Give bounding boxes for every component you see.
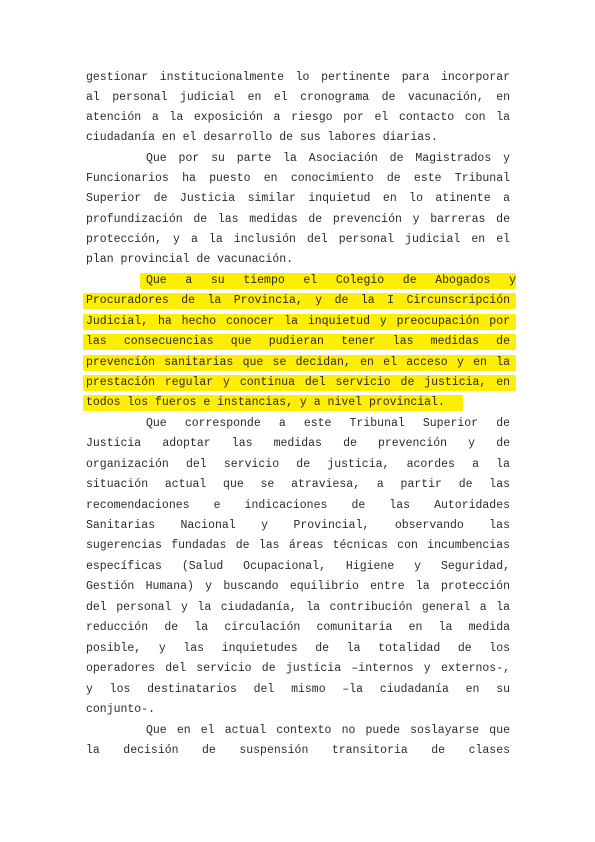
text-line: y los destinatarios del mismo –la ciudadanía en su [86,683,510,696]
text-line: reducción de la circulación comunitaria en la medida [86,621,510,634]
text-line: Que en el actual contexto no puede soslayarse que [146,724,510,737]
text-line: recomendaciones e indicaciones de las Autoridades [86,499,510,512]
text-line: Gestión Humana) y buscando equilibrio entre la protección [86,580,510,593]
text-line: Sanitarias Nacional y Provincial, observando las [86,519,510,532]
text-line: específicas (Salud Ocupacional, Higiene y Seguridad, [86,560,510,573]
highlighted-text-line: las consecuencias que pudieran tener las medidas de [83,334,516,350]
text-line: profundización de las medidas de prevención y barreras de [86,213,510,226]
text-line: protección, y a la inclusión del personal judicial en el [86,233,510,246]
text-line: al personal judicial en el cronograma de vacunación, en [86,91,510,104]
text-line: Superior de Justicia similar inquietud en lo atinente a [86,192,510,205]
highlighted-text-line: Que a su tiempo el Colegio de Abogados y [140,273,516,289]
highlighted-text-line: Procuradores de la Provincia, y de la I Circunscripción [83,293,516,309]
text-line: situación actual que se atraviesa, a partir de las [86,478,510,491]
text-line: ciudadanía en el desarrollo de sus labores diarias. [86,131,438,144]
text-line: Justicia adoptar las medidas de prevención y de [86,437,510,450]
highlighted-text-line: prestación regular y continua del servicio de justicia, en [83,375,516,391]
text-line: organización del servicio de justicia, acordes a la [86,458,510,471]
highlighted-text-line: todos los fueros e instancias, y a nivel provincial. [83,395,463,411]
text-line: conjunto-. [86,703,156,716]
text-line: posible, y las inquietudes de la totalidad de los [86,642,510,655]
text-line: sugerencias fundadas de las áreas técnicas con incumbencias [86,539,510,552]
text-line: Que corresponde a este Tribunal Superior de [146,417,510,430]
highlighted-text-line: prevención sanitarias que se decidan, en el acceso y en la [83,355,516,371]
text-line: operadores del servicio de justicia –internos y externos-, [86,662,510,675]
highlighted-text-line: Judicial, ha hecho conocer la inquietud y preocupación por [83,314,516,330]
text-line: Funcionarios ha puesto en conocimiento de este Tribunal [86,172,510,185]
text-line: atención a la exposición a riesgo por el contacto con la [86,111,510,124]
text-line: Que por su parte la Asociación de Magistrados y [146,152,510,165]
text-line: la decisión de suspensión transitoria de clases [86,744,510,757]
text-line: plan provincial de vacunación. [86,253,294,266]
text-line: gestionar institucionalmente lo pertinente para incorporar [86,71,510,84]
text-line: del personal y la ciudadanía, la contribución general a la [86,601,510,614]
